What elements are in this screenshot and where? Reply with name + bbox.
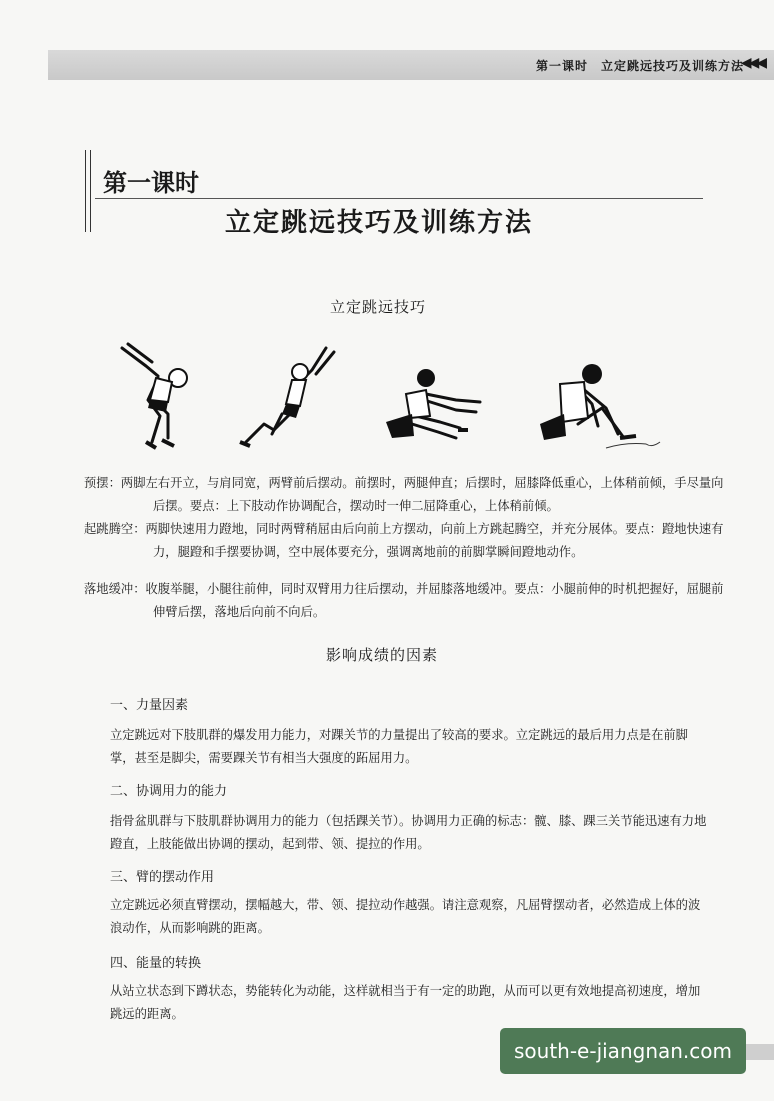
- running-header-text: 第一课时 立定跳远技巧及训练方法: [535, 59, 744, 73]
- factor-paragraph: 从站立状态到下蹲状态，势能转化为动能，这样就相当于有一定的助跑，从而可以更有效地提高初速度，增加跳远的距离。: [110, 984, 701, 1021]
- figure-preswing: [108, 338, 218, 463]
- figure-takeoff: [226, 338, 346, 463]
- factor-heading: 四、能量的转换: [110, 956, 202, 971]
- step-term: 起跳腾空：: [84, 522, 146, 536]
- chapter-rule-horizontal: [95, 198, 703, 199]
- step-text: 收腹举腿，小腿往前伸，同时双臂用力往后摆动，并屈膝落地缓冲。要点：小腿前伸的时机把握好，屈腿前伸臂后摆，落地后向前不向后。: [145, 582, 724, 619]
- section-heading-factors: 影响成绩的因素: [326, 646, 439, 664]
- factor-heading: 一、力量因素: [110, 698, 189, 713]
- factor-paragraph: 立定跳远对下肢肌群的爆发用力能力，对踝关节的力量提出了较高的要求。立定跳远的最后用力点是在前脚掌，甚至是脚尖，需要踝关节有相当大强度的跖屈用力。: [110, 728, 688, 765]
- section-heading-technique: 立定跳远技巧: [330, 298, 427, 316]
- step-text: 两脚快速用力蹬地，同时两臂稍屈由后向前上方摆动，向前上方跳起腾空，并充分展体。要点：蹬地快速有力，腿蹬和手摆要协调，空中展体要充分，强调离地前的前脚掌瞬间蹬地动作。: [145, 522, 724, 559]
- chapter-title: 立定跳远技巧及训练方法: [225, 208, 534, 238]
- footer-bar: [746, 1044, 774, 1060]
- factor-heading: 三、臂的摆动作用: [110, 870, 215, 885]
- step-preswing: [84, 472, 724, 518]
- step-takeoff: [84, 518, 724, 564]
- running-header: [48, 50, 774, 80]
- watermark: south-e-jiangnan.com: [500, 1028, 746, 1074]
- step-term: 预摆：: [84, 476, 121, 490]
- figure-landing: [536, 338, 666, 463]
- chapter-label: 第一课时: [103, 169, 199, 197]
- step-text: 两脚左右开立，与肩同宽，两臂前后摆动。前摆时，两腿伸直；后摆时，屈膝降低重心，上体稍前倾，手尽量向后摆。要点：上下肢动作协调配合，摆动时一伸二屈降重心，上体稍前倾。: [120, 476, 724, 513]
- jump-phases-illustration: [108, 338, 668, 463]
- arrow-marker-icon: ◀◀◀: [740, 55, 764, 71]
- figure-flight: [376, 338, 496, 463]
- step-landing: [84, 578, 724, 624]
- factor-heading: 二、协调用力的能力: [110, 784, 228, 799]
- chapter-rule-vertical: [85, 150, 91, 232]
- factor-paragraph: 指骨盆肌群与下肢肌群协调用力的能力（包括踝关节）。协调用力正确的标志：髋、膝、踝三关节能迅速有力地蹬直，上肢能做出协调的摆动，起到带、领、提拉的作用。: [110, 814, 707, 851]
- chapter-title-block: [85, 150, 705, 240]
- factor-paragraph: 立定跳远必须直臂摆动，摆幅越大，带、领、提拉动作越强。请注意观察，凡屈臂摆动者，必然造成上体的波浪动作，从而影响跳的距离。: [110, 898, 701, 935]
- step-term: 落地缓冲：: [84, 582, 146, 596]
